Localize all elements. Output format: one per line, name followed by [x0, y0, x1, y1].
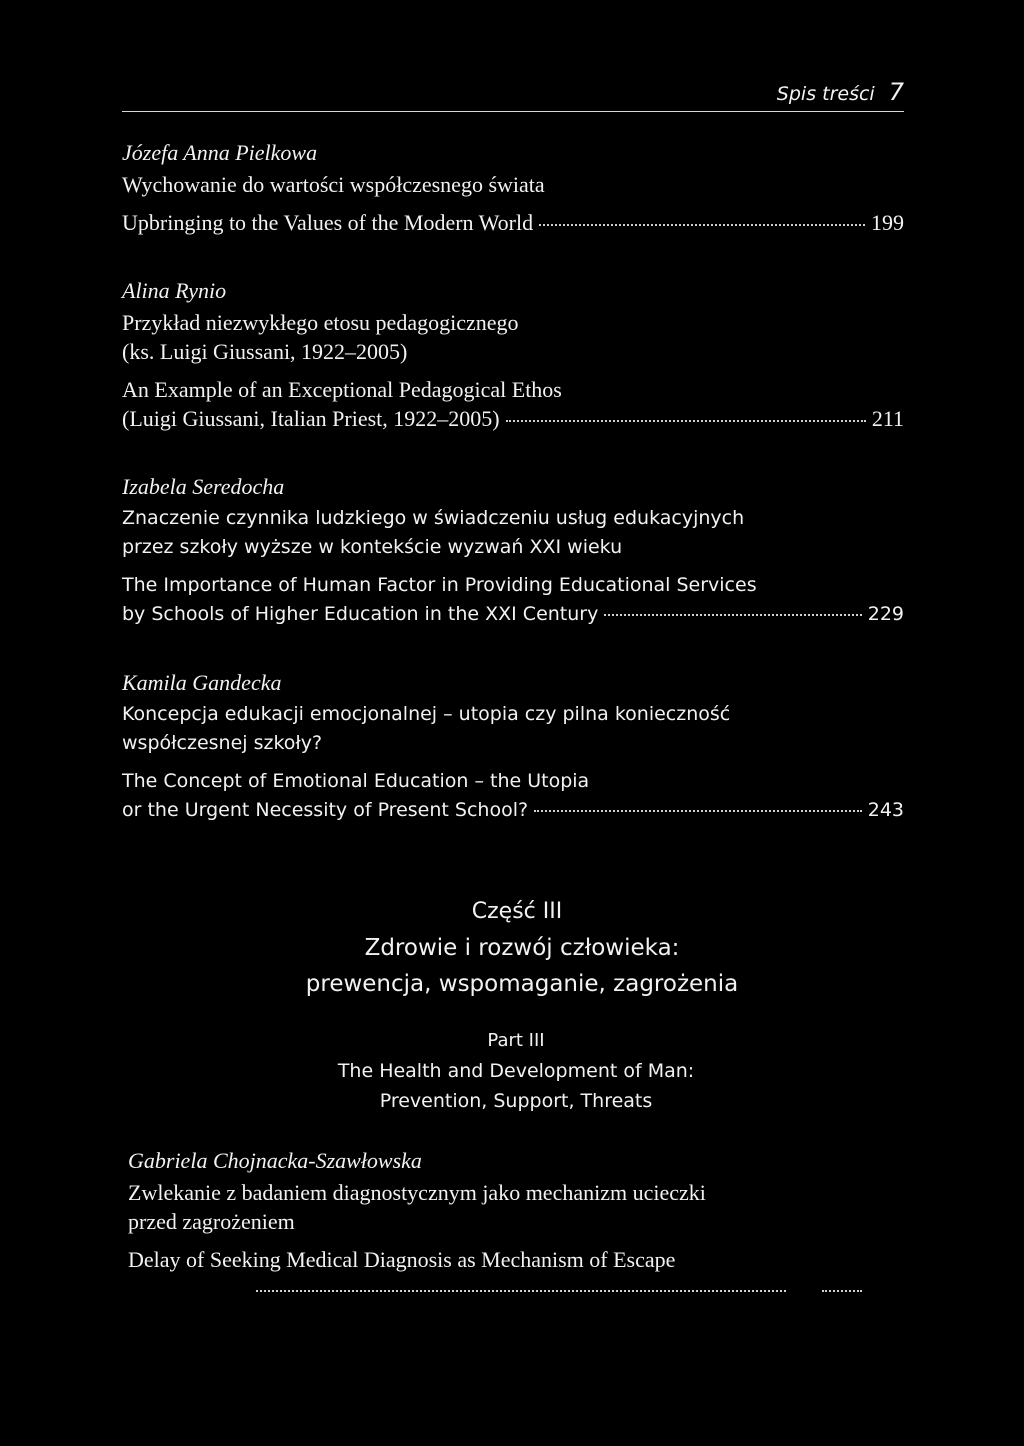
- dot-leader: [256, 1290, 786, 1292]
- entry-page-number[interactable]: 243: [867, 799, 904, 821]
- header-title: Spis treści: [776, 83, 875, 105]
- part-heading: [0, 894, 1024, 1116]
- toc-entry: [122, 274, 904, 433]
- part-title-pl-line: prewencja, wspomaganie, zagrożenia: [305, 971, 739, 997]
- entry-title-en-last-line: [122, 796, 904, 825]
- entry-title-en-last-line: [122, 600, 904, 629]
- part-label-en: Part III: [487, 1030, 545, 1051]
- entry-title-en: The Concept of Emotional Education – the Utopia: [122, 770, 590, 792]
- entry-title-en: An Example of an Exceptional Pedagogical Ethos: [122, 377, 562, 402]
- running-header: [122, 74, 904, 114]
- header-text: [777, 78, 904, 106]
- entry-title-pl: przez szkoły wyższe w kontekście wyzwań XXI wieku: [122, 536, 623, 558]
- entry-title-en: by Schools of Higher Education in the XXI Century: [122, 603, 599, 625]
- part-title-en-line: Prevention, Support, Threats: [379, 1090, 653, 1112]
- toc-entry: [122, 136, 904, 237]
- toc-entries: [122, 136, 904, 862]
- truncated-dot-leader: [256, 1290, 866, 1300]
- entry-title-en: Upbringing to the Values of the Modern World: [122, 210, 534, 235]
- entry-title-en-last-line: [122, 208, 904, 237]
- entry-title-pl: Koncepcja edukacji emocjonalnej – utopia czy pilna konieczność: [122, 703, 731, 725]
- dot-leader: [506, 420, 866, 422]
- dot-leader: [534, 810, 862, 812]
- toc-entry: [122, 470, 904, 629]
- entry-title-pl: współczesnej szkoły?: [122, 732, 323, 754]
- entry-title-pl: przed zagrożeniem: [128, 1209, 295, 1234]
- dot-leader: [604, 614, 861, 616]
- entry-title-pl: (ks. Luigi Giussani, 1922–2005): [122, 339, 408, 364]
- toc-entry: [122, 666, 904, 825]
- entry-author: Kamila Gandecka: [122, 670, 282, 695]
- entry-page-number[interactable]: 199: [871, 210, 904, 235]
- part-label-pl: Część III: [471, 899, 563, 924]
- entry-title-en-last-line: [122, 404, 904, 433]
- entry-page-number[interactable]: 211: [871, 406, 904, 431]
- entry-title-pl: Znaczenie czynnika ludzkiego w świadczeniu usług edukacyjnych: [122, 507, 745, 529]
- header-page-number: 7: [888, 78, 904, 106]
- entry-title-pl: Przykład niezwykłego etosu pedagogicznego: [122, 310, 519, 335]
- toc-entry: [128, 1144, 908, 1274]
- entry-author: Józefa Anna Pielkowa: [122, 140, 318, 165]
- entry-title-en: Delay of Seeking Medical Diagnosis as Mechanism of Escape: [128, 1247, 676, 1272]
- dot-leader: [822, 1290, 862, 1292]
- entry-title-pl: Zwlekanie z badaniem diagnostycznym jako mechanizm ucieczki: [128, 1180, 706, 1205]
- part-title-en-line: The Health and Development of Man:: [337, 1060, 695, 1082]
- dot-leader: [539, 224, 865, 226]
- entry-page-number[interactable]: 229: [867, 603, 904, 625]
- entry-title-en: The Importance of Human Factor in Providing Educational Services: [122, 574, 757, 596]
- entry-title-en: (Luigi Giussani, Italian Priest, 1922–2005): [122, 406, 500, 431]
- entry-title-pl: Wychowanie do wartości współczesnego świata: [122, 172, 545, 197]
- part-title-pl-line: Zdrowie i rozwój człowieka:: [364, 935, 680, 961]
- entry-author: Gabriela Chojnacka-Szawłowska: [128, 1148, 422, 1173]
- entry-author: Alina Rynio: [122, 278, 227, 303]
- header-rule: [122, 111, 904, 112]
- entry-author: Izabela Seredocha: [122, 474, 285, 499]
- entry-title-en: or the Urgent Necessity of Present School?: [122, 799, 529, 821]
